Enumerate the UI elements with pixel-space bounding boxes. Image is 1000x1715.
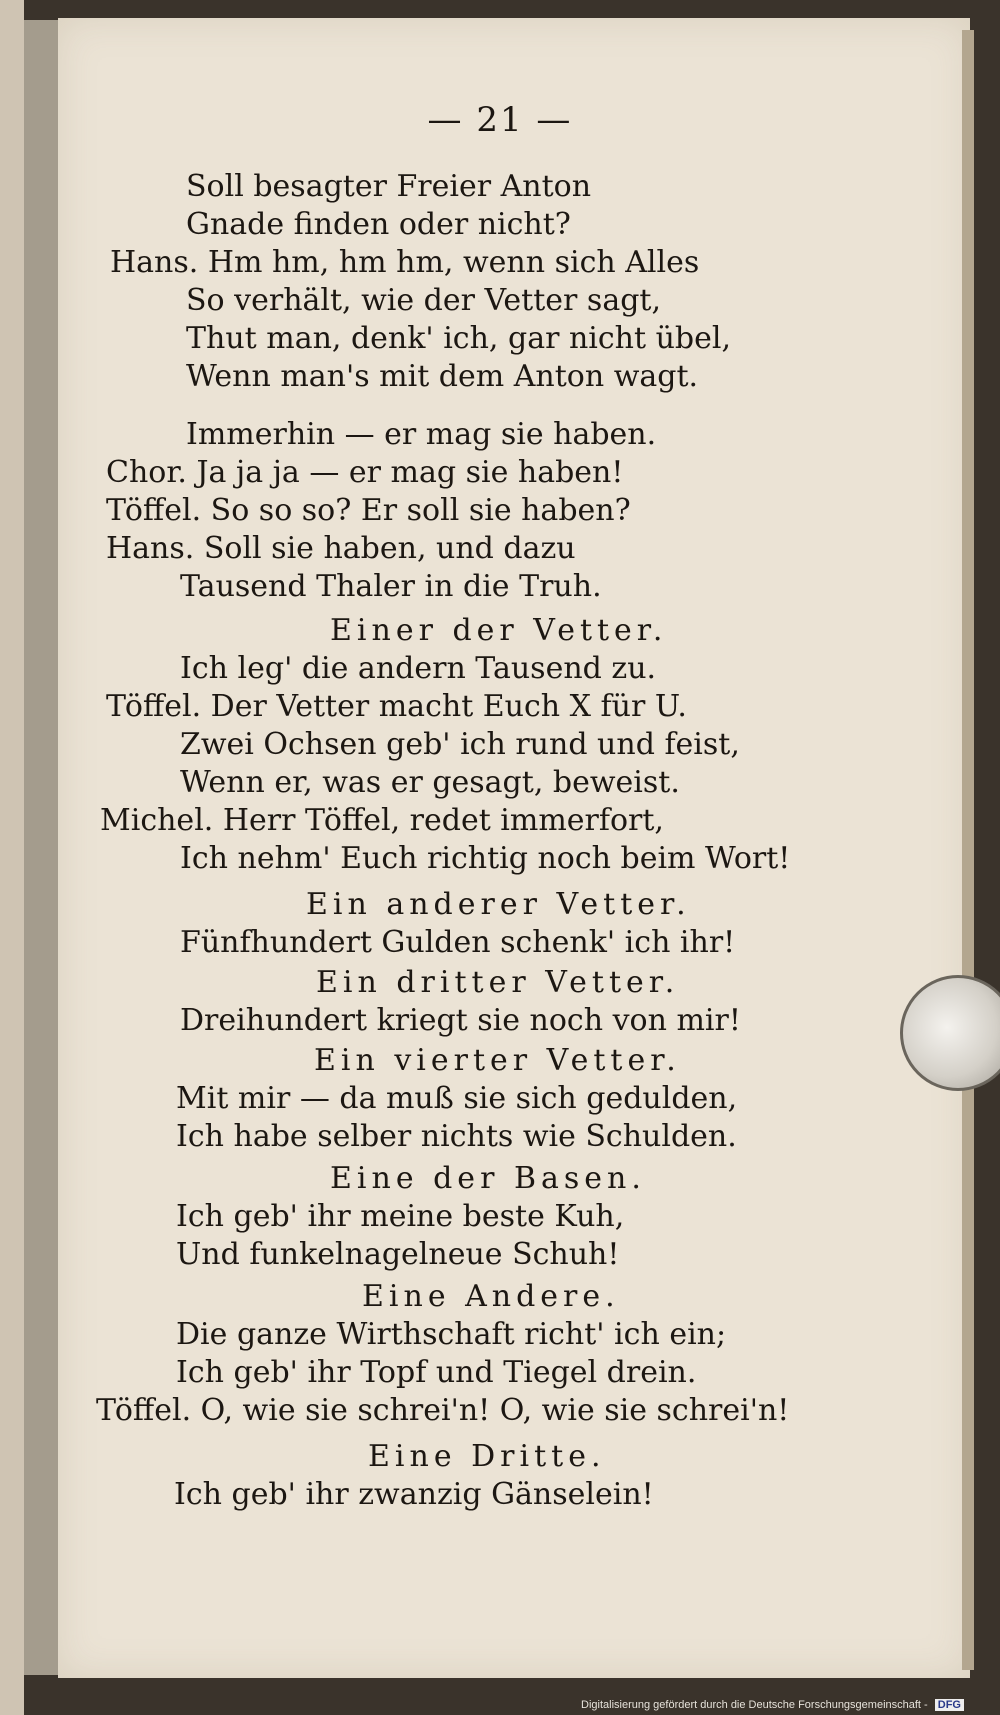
- text-line: So verhält, wie der Vetter sagt,: [186, 283, 662, 318]
- stage-direction: Ein dritter Vetter.: [316, 965, 680, 1000]
- text-line: Gnade finden oder nicht?: [186, 207, 571, 242]
- text-line: Ich geb' ihr meine beste Kuh,: [176, 1199, 625, 1234]
- text-line: Thut man, denk' ich, gar nicht übel,: [186, 321, 732, 356]
- page-number: — 21 —: [427, 100, 573, 140]
- text-line: Hans. Soll sie haben, und dazu: [106, 531, 576, 566]
- stage-direction: Ein anderer Vetter.: [306, 887, 691, 922]
- text-line: Wenn er, was er gesagt, beweist.: [180, 765, 680, 800]
- text-line: Tausend Thaler in die Truh.: [180, 569, 602, 604]
- digitization-credit: [581, 1699, 964, 1711]
- stage-direction: Eine Andere.: [362, 1279, 620, 1314]
- text-line: Töffel. Der Vetter macht Euch X für U.: [106, 689, 687, 724]
- text-line: Die ganze Wirthschaft richt' ich ein;: [176, 1317, 727, 1352]
- dfg-logo: DFG: [935, 1699, 964, 1711]
- text-line: Töffel. So so so? Er soll sie haben?: [106, 493, 631, 528]
- stage-direction: Eine der Basen.: [330, 1161, 646, 1196]
- text-line: Wenn man's mit dem Anton wagt.: [186, 359, 699, 394]
- text-line: Ich leg' die andern Tausend zu.: [180, 651, 657, 686]
- text-line: Chor. Ja ja ja — er mag sie haben!: [106, 455, 624, 490]
- text-line: Mit mir — da muß sie sich gedulden,: [176, 1081, 738, 1116]
- text-line: Michel. Herr Töffel, redet immerfort,: [100, 803, 664, 838]
- credit-text: Digitalisierung gefördert durch die Deutsche Forschungsgemeinschaft -: [581, 1699, 928, 1711]
- text-line: Fünfhundert Gulden schenk' ich ihr!: [180, 925, 736, 960]
- text-line: Ich habe selber nichts wie Schulden.: [176, 1119, 737, 1154]
- text-line: Hans. Hm hm, hm hm, wenn sich Alles: [110, 245, 700, 280]
- text-line: Soll besagter Freier Anton: [186, 169, 592, 204]
- text-line: Ich nehm' Euch richtig noch beim Wort!: [180, 841, 791, 876]
- text-line: Töffel. O, wie sie schrei'n! O, wie sie schrei'n!: [96, 1393, 790, 1428]
- text-line: Ich geb' ihr Topf und Tiegel drein.: [176, 1355, 697, 1390]
- stage-direction: Eine Dritte.: [368, 1439, 606, 1474]
- text-line: Dreihundert kriegt sie noch von mir!: [180, 1003, 741, 1038]
- stage-direction: Einer der Vetter.: [330, 613, 668, 648]
- text-line: Zwei Ochsen geb' ich rund und feist,: [180, 727, 740, 762]
- text-line: Ich geb' ihr zwanzig Gänselein!: [174, 1477, 654, 1512]
- stage-direction: Ein vierter Vetter.: [314, 1043, 681, 1078]
- text-line: Und funkelnagelneue Schuh!: [176, 1237, 620, 1272]
- text-line: Immerhin — er mag sie haben.: [186, 417, 657, 452]
